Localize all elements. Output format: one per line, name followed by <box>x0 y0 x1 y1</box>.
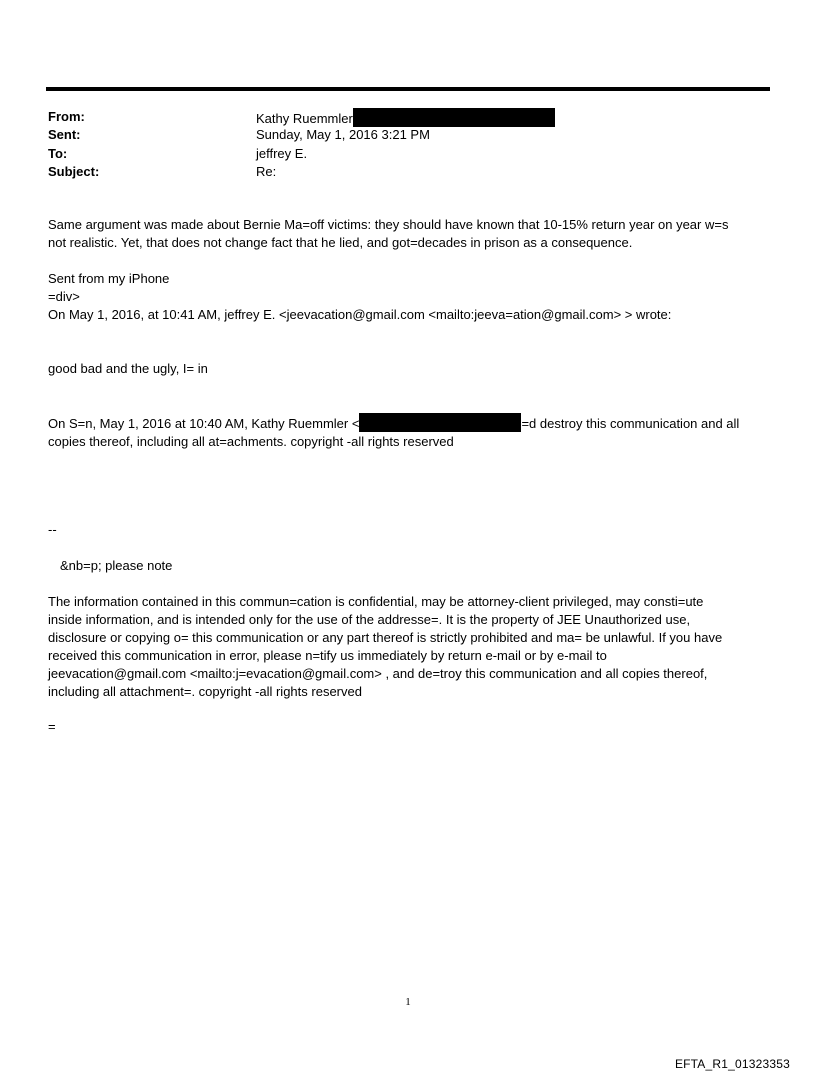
text-line: copies thereof, including all at=achments. copyright -all rights reserved <box>48 434 454 449</box>
from-label: From: <box>48 109 85 124</box>
text-line: -- <box>48 522 57 537</box>
text-fragment: =d destroy this communication and all <box>521 416 740 431</box>
disclaimer <box>48 593 768 701</box>
bates-number: EFTA_R1_01323353 <box>674 1057 790 1071</box>
subject-label: Subject: <box>48 164 100 179</box>
redaction-block <box>359 413 521 432</box>
reply-text <box>48 360 768 378</box>
text-line: The information contained in this commun=cation is confidential, may be attorney-client privileged, may consti=ute <box>48 594 704 609</box>
redaction-block <box>353 108 555 127</box>
trailing-equals <box>48 718 768 736</box>
note-heading <box>60 557 780 575</box>
sent-value: Sunday, May 1, 2016 3:21 PM <box>256 127 430 142</box>
sent-from-line: Sent from my iPhone <box>48 271 170 286</box>
text-line: jeevacation@gmail.com <mailto:j=evacation@gmail.com> , and de=troy this communication and all copies thereof, <box>48 666 708 681</box>
text-line: received this communication in error, please n=tify us immediately by return e-mail or by e-mail to <box>48 648 607 663</box>
text-line: = <box>48 719 56 734</box>
header-rule <box>46 87 770 91</box>
to-value: jeffrey E. <box>256 146 308 161</box>
text-line <box>48 413 768 433</box>
text-line: inside information, and is intended only for the use of the addresse=. It is the property of JEE Unauthorized use, <box>48 612 691 627</box>
subject-value: Re: <box>256 164 277 179</box>
text-line: good bad and the ugly, I= in <box>48 361 208 376</box>
separator-text <box>48 521 768 539</box>
text-fragment: On S=n, May 1, 2016 at 10:40 AM, Kathy Ruemmler < <box>48 416 360 431</box>
text-line: including all attachment=. copyright -all rights reserved <box>48 684 362 699</box>
signature-block <box>48 270 768 324</box>
text-line: &nb=p; please note <box>60 558 173 573</box>
from-value <box>256 108 555 128</box>
from-name: Kathy Ruemmler <box>256 111 353 126</box>
text-line: disclosure or copying o= this communication or any part thereof is strictly prohibited and ma= be unlawful. If you have <box>48 630 723 645</box>
text-line: Same argument was made about Bernie Ma=off victims: they should have known that 10-15% return year on year w=s <box>48 217 729 232</box>
quoted-message <box>48 413 768 451</box>
to-label: To: <box>48 146 68 161</box>
sent-label: Sent: <box>48 127 81 142</box>
message-paragraph <box>48 216 768 252</box>
text-line: not realistic. Yet, that does not change fact that he lied, and got=decades in prison as a consequence. <box>48 235 633 250</box>
div-line: =div> <box>48 289 80 304</box>
quoted-header-line: On May 1, 2016, at 10:41 AM, jeffrey E. <jeevacation@gmail.com <mailto:jeeva=ation@gmail.com> > wrote: <box>48 307 672 322</box>
page-number: 1 <box>405 996 411 1008</box>
